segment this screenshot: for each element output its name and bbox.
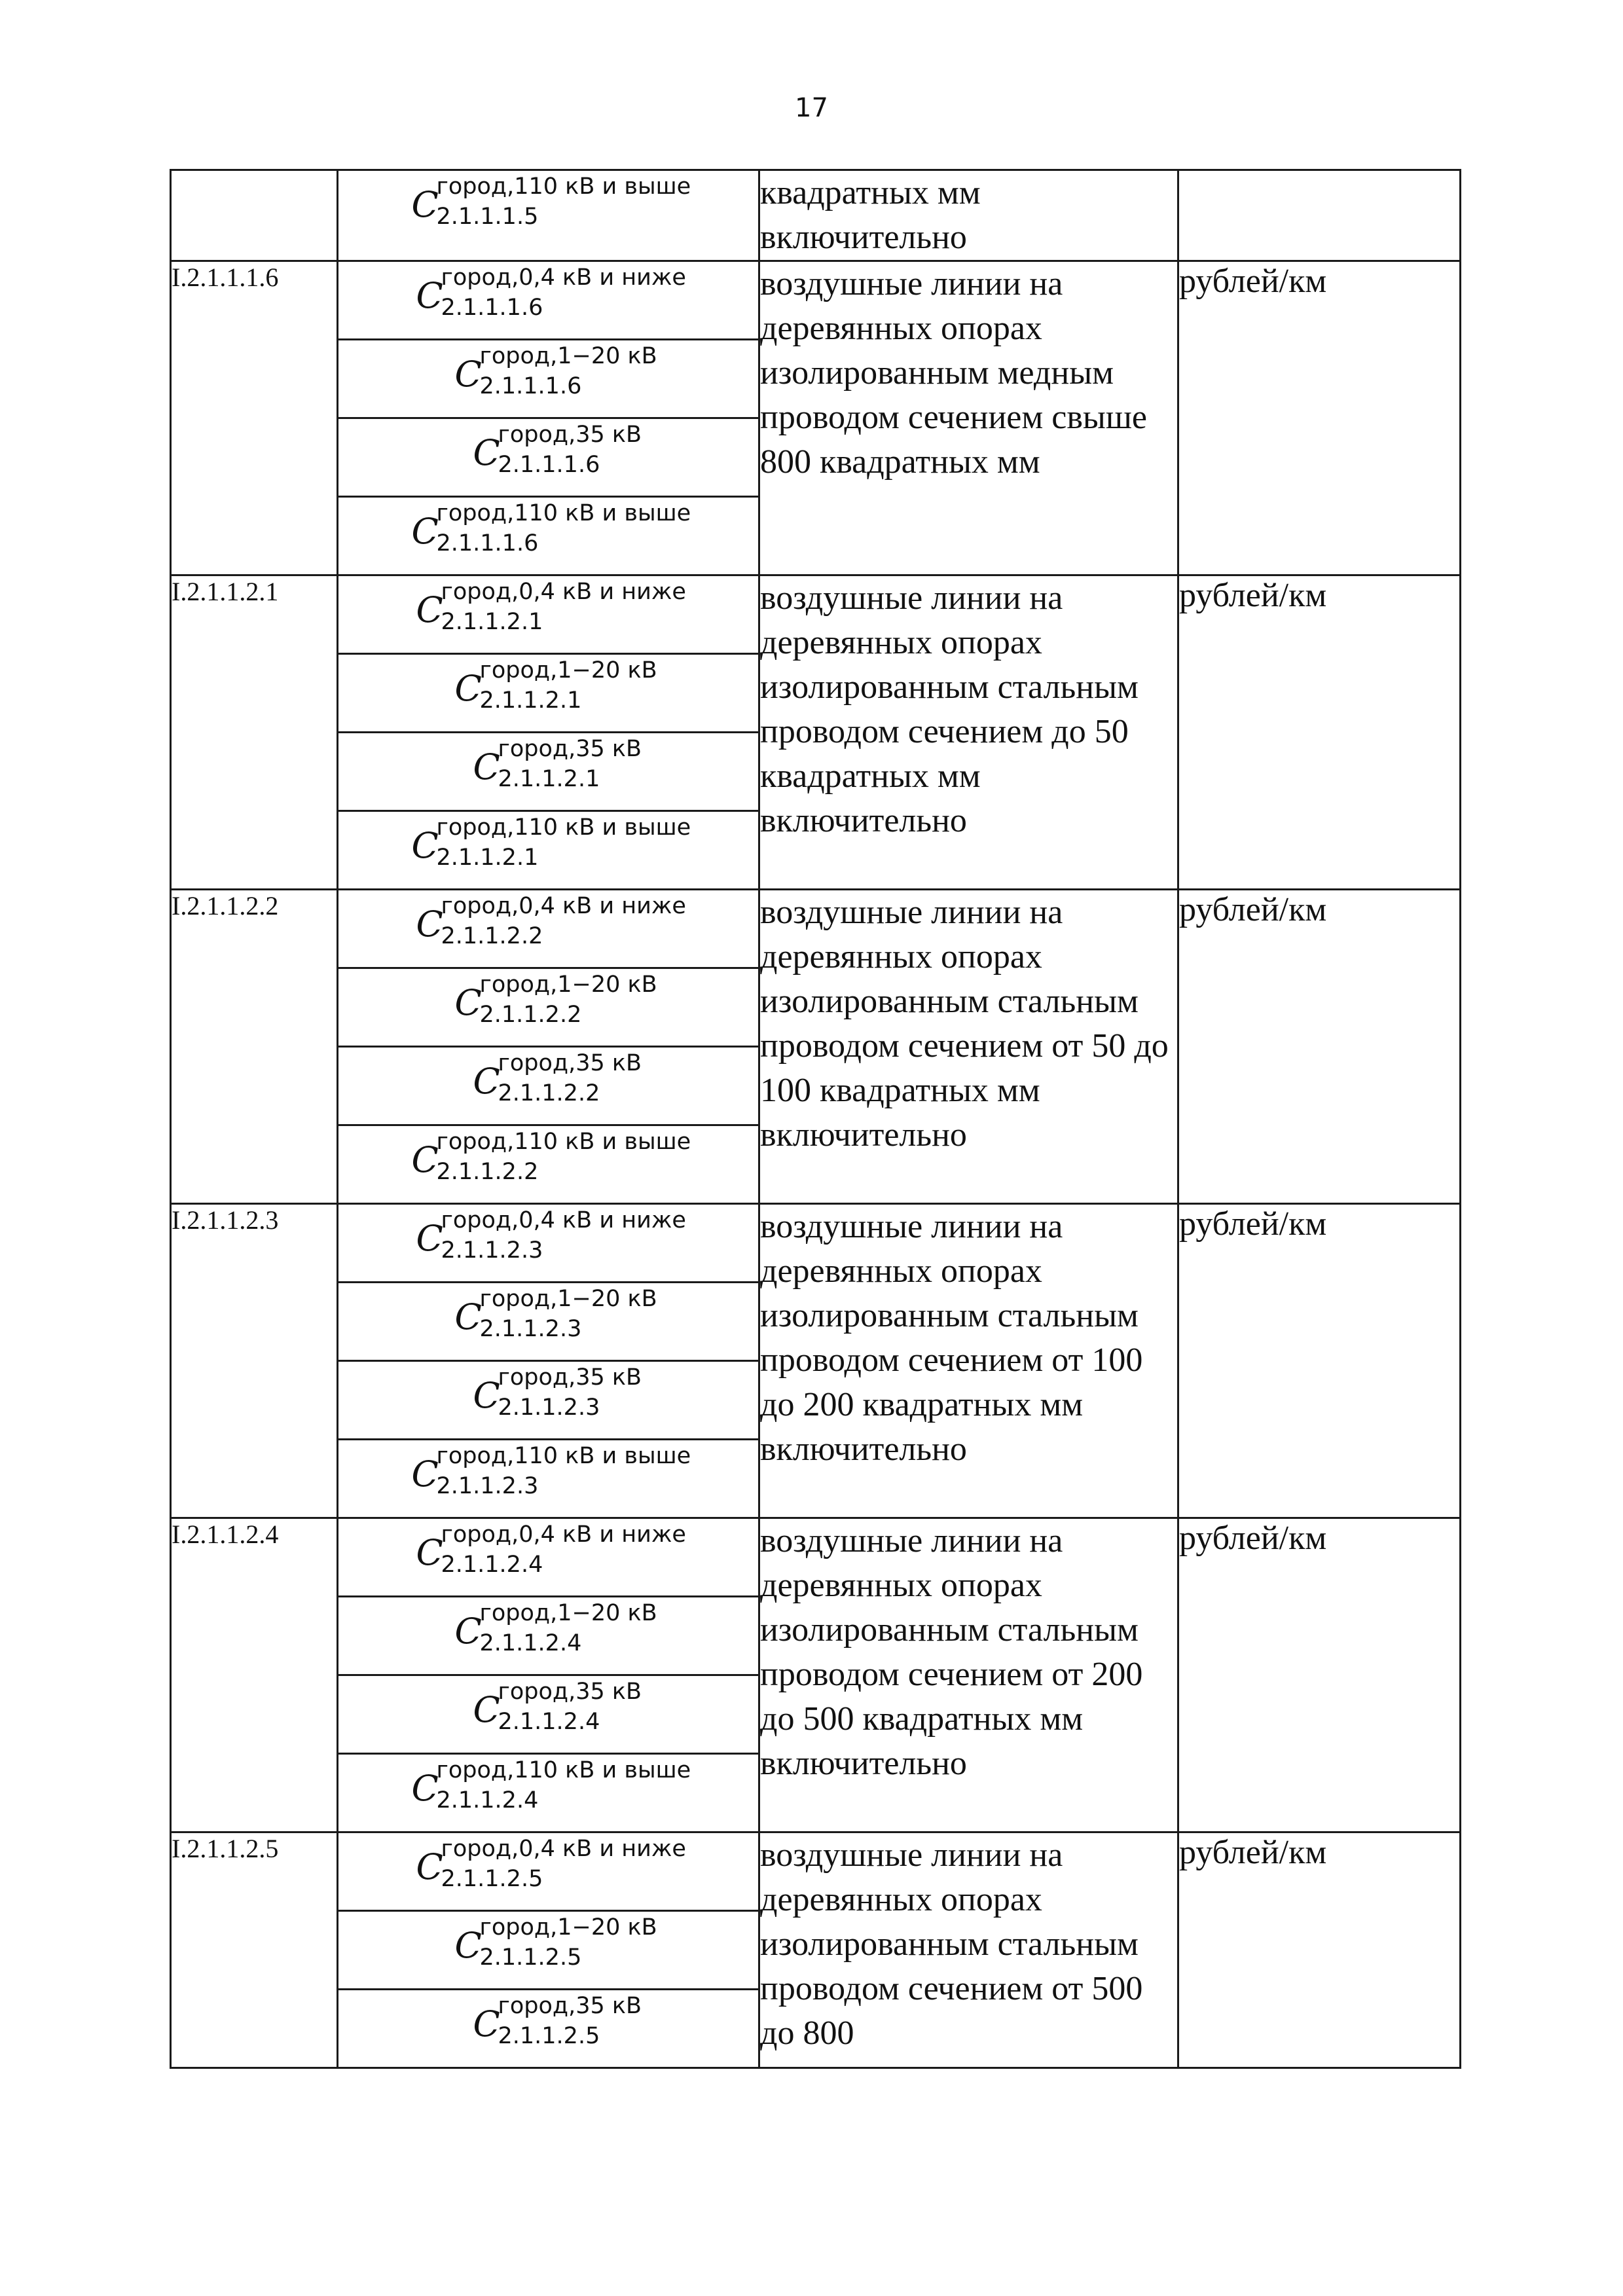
formula-superscript: город,0,4 кВ и ниже <box>441 1522 686 1548</box>
formula-subscript: 2.1.1.2.4 <box>436 1787 539 1813</box>
formula-superscript: город,1−20 кВ <box>479 1914 657 1941</box>
row-code: I.2.1.1.2.5 <box>171 1832 338 2068</box>
formula <box>412 498 693 570</box>
row-unit: рублей/км <box>1178 890 1461 1204</box>
table-row <box>171 1832 1461 1911</box>
formula <box>412 1126 693 1198</box>
formula-superscript: город,1−20 кВ <box>479 1600 657 1626</box>
formula <box>416 1519 685 1591</box>
row-code: I.2.1.1.2.2 <box>171 890 338 1204</box>
formula <box>416 1833 685 1905</box>
formula-letter: C <box>416 903 443 945</box>
table-row <box>171 1518 1461 1597</box>
formula <box>412 812 693 884</box>
formula-subscript: 2.1.1.2.1 <box>441 609 543 635</box>
formula-cell <box>338 968 759 1047</box>
formula-subscript: 2.1.1.2.3 <box>436 1473 539 1499</box>
formula <box>455 655 658 727</box>
row-description: воздушные линии на деревянных опорах изолированным медным проводом сечением свыше 800 квадратных мм <box>759 261 1178 575</box>
formula-letter: C <box>473 1061 500 1102</box>
formula-cell <box>338 890 759 968</box>
formula-superscript: город,35 кВ <box>498 1364 642 1391</box>
formula <box>412 1440 693 1512</box>
formula-letter: C <box>411 1139 439 1180</box>
formula-subscript: 2.1.1.1.6 <box>441 295 543 321</box>
formula-letter: C <box>416 589 443 630</box>
formula-subscript: 2.1.1.2.4 <box>479 1630 582 1656</box>
row-description: квадратных мм включительно <box>759 170 1178 261</box>
formula-letter: C <box>454 1925 482 1966</box>
row-description: воздушные линии на деревянных опорах изолированным стальным проводом сечением от 200 до 500 квадратных мм включительно <box>759 1518 1178 1832</box>
formula-superscript: город,35 кВ <box>498 1679 642 1705</box>
table-row <box>171 1204 1461 1283</box>
formula-letter: C <box>411 184 439 225</box>
row-description: воздушные линии на деревянных опорах изолированным стальным проводом сечением от 500 до 800 <box>759 1832 1178 2068</box>
formula-letter: C <box>454 354 482 395</box>
formula-cell <box>338 497 759 575</box>
formula <box>412 1755 693 1827</box>
formula-superscript: город,35 кВ <box>498 422 642 448</box>
formula-cell <box>338 418 759 497</box>
formula-subscript: 2.1.1.2.5 <box>479 1944 582 1971</box>
formula <box>473 733 644 805</box>
formula-subscript: 2.1.1.2.3 <box>479 1316 582 1342</box>
formula-letter: C <box>411 1768 439 1809</box>
formula-superscript: город,1−20 кВ <box>479 972 657 998</box>
formula-subscript: 2.1.1.2.3 <box>441 1237 543 1264</box>
formula <box>473 1676 644 1748</box>
formula-superscript: город,0,4 кВ и ниже <box>441 1836 686 1862</box>
table-row <box>171 890 1461 968</box>
formula-superscript: город,110 кВ и выше <box>436 500 691 526</box>
formula <box>412 171 693 243</box>
row-unit <box>1178 170 1461 261</box>
formula-superscript: город,35 кВ <box>498 1993 642 2019</box>
row-code <box>171 170 338 261</box>
formula-subscript: 2.1.1.1.6 <box>498 452 600 478</box>
formula-subscript: 2.1.1.1.6 <box>436 530 539 556</box>
formula <box>473 1990 644 2062</box>
formula-superscript: город,0,4 кВ и ниже <box>441 579 686 605</box>
formula-superscript: город,35 кВ <box>498 1050 642 1076</box>
formula-subscript: 2.1.1.2.2 <box>441 923 543 949</box>
formula-cell <box>338 1361 759 1440</box>
formula-subscript: 2.1.1.2.2 <box>498 1080 600 1106</box>
formula-superscript: город,0,4 кВ и ниже <box>441 893 686 919</box>
formula-cell <box>338 340 759 418</box>
row-unit: рублей/км <box>1178 1518 1461 1832</box>
formula-superscript: город,35 кВ <box>498 736 642 762</box>
row-unit: рублей/км <box>1178 1832 1461 2068</box>
formula-cell <box>338 1204 759 1283</box>
formula-superscript: город,110 кВ и выше <box>436 173 691 200</box>
row-unit: рублей/км <box>1178 261 1461 575</box>
row-description: воздушные линии на деревянных опорах изолированным стальным проводом сечением до 50 квадратных мм включительно <box>759 575 1178 890</box>
formula-cell <box>338 1754 759 1832</box>
formula-cell <box>338 733 759 811</box>
formula-subscript: 2.1.1.2.5 <box>441 1866 543 1892</box>
formula-letter: C <box>454 1296 482 1338</box>
formula-letter: C <box>411 825 439 866</box>
formula <box>416 890 685 962</box>
formula-cell <box>338 1047 759 1125</box>
formula-letter: C <box>416 1846 443 1887</box>
formula-letter: C <box>416 1532 443 1573</box>
formula-subscript: 2.1.1.1.5 <box>436 204 539 230</box>
formula-cell <box>338 654 759 733</box>
row-unit: рублей/км <box>1178 575 1461 890</box>
row-description: воздушные линии на деревянных опорах изолированным стальным проводом сечением от 100 до 200 квадратных мм включительно <box>759 1204 1178 1518</box>
row-code: I.2.1.1.2.3 <box>171 1204 338 1518</box>
formula-subscript: 2.1.1.2.1 <box>479 687 582 714</box>
row-description: воздушные линии на деревянных опорах изолированным стальным проводом сечением от 50 до 100 квадратных мм включительно <box>759 890 1178 1204</box>
formula-subscript: 2.1.1.1.6 <box>479 373 582 399</box>
formula-subscript: 2.1.1.2.3 <box>498 1394 600 1421</box>
formula <box>455 969 658 1041</box>
formula-superscript: город,110 кВ и выше <box>436 814 691 841</box>
row-unit: рублей/км <box>1178 1204 1461 1518</box>
formula-letter: C <box>411 511 439 552</box>
formula-superscript: город,1−20 кВ <box>479 1286 657 1312</box>
formula-cell <box>338 1911 759 1990</box>
table-row <box>171 170 1461 261</box>
formula-cell <box>338 261 759 340</box>
formula-cell <box>338 1832 759 1911</box>
row-code: I.2.1.1.1.6 <box>171 261 338 575</box>
formula-cell <box>338 1675 759 1754</box>
formula-subscript: 2.1.1.2.2 <box>436 1159 539 1185</box>
formula-letter: C <box>473 1375 500 1416</box>
formula <box>416 1205 685 1277</box>
formula-cell <box>338 1440 759 1518</box>
formula-letter: C <box>454 1611 482 1652</box>
formula-letter: C <box>454 982 482 1023</box>
formula-subscript: 2.1.1.2.5 <box>498 2023 600 2049</box>
formula-superscript: город,1−20 кВ <box>479 657 657 683</box>
formula-subscript: 2.1.1.2.4 <box>498 1709 600 1735</box>
formula <box>416 576 685 648</box>
row-code: I.2.1.1.2.4 <box>171 1518 338 1832</box>
formula <box>455 1597 658 1669</box>
formula-superscript: город,110 кВ и выше <box>436 1443 691 1469</box>
formula-cell <box>338 811 759 890</box>
formula-superscript: город,110 кВ и выше <box>436 1129 691 1155</box>
formula-cell <box>338 1990 759 2068</box>
formula-superscript: город,110 кВ и выше <box>436 1757 691 1783</box>
formula <box>455 340 658 412</box>
formula-letter: C <box>473 432 500 473</box>
tariff-table <box>170 169 1461 2069</box>
formula <box>473 1362 644 1434</box>
formula-superscript: город,1−20 кВ <box>479 343 657 369</box>
table-row <box>171 575 1461 654</box>
formula-subscript: 2.1.1.2.4 <box>441 1552 543 1578</box>
formula-cell <box>338 170 759 261</box>
page-number: 17 <box>795 93 828 123</box>
tariff-table-body <box>171 170 1461 2068</box>
formula-cell <box>338 1597 759 1675</box>
formula-letter: C <box>416 275 443 316</box>
formula-letter: C <box>473 2003 500 2045</box>
formula <box>455 1912 658 1984</box>
formula-subscript: 2.1.1.2.1 <box>498 766 600 792</box>
formula-subscript: 2.1.1.2.2 <box>479 1002 582 1028</box>
formula-letter: C <box>473 1689 500 1730</box>
row-code: I.2.1.1.2.1 <box>171 575 338 890</box>
formula-cell <box>338 575 759 654</box>
formula <box>455 1283 658 1355</box>
formula-subscript: 2.1.1.2.1 <box>436 845 539 871</box>
formula-cell <box>338 1125 759 1204</box>
formula <box>473 1048 644 1120</box>
table-row <box>171 261 1461 340</box>
formula-letter: C <box>416 1218 443 1259</box>
formula-letter: C <box>473 746 500 788</box>
formula-cell <box>338 1283 759 1361</box>
formula-cell <box>338 1518 759 1597</box>
formula <box>473 419 644 491</box>
formula <box>416 262 685 334</box>
formula-superscript: город,0,4 кВ и ниже <box>441 264 686 291</box>
formula-superscript: город,0,4 кВ и ниже <box>441 1207 686 1233</box>
formula-letter: C <box>411 1453 439 1495</box>
formula-letter: C <box>454 668 482 709</box>
